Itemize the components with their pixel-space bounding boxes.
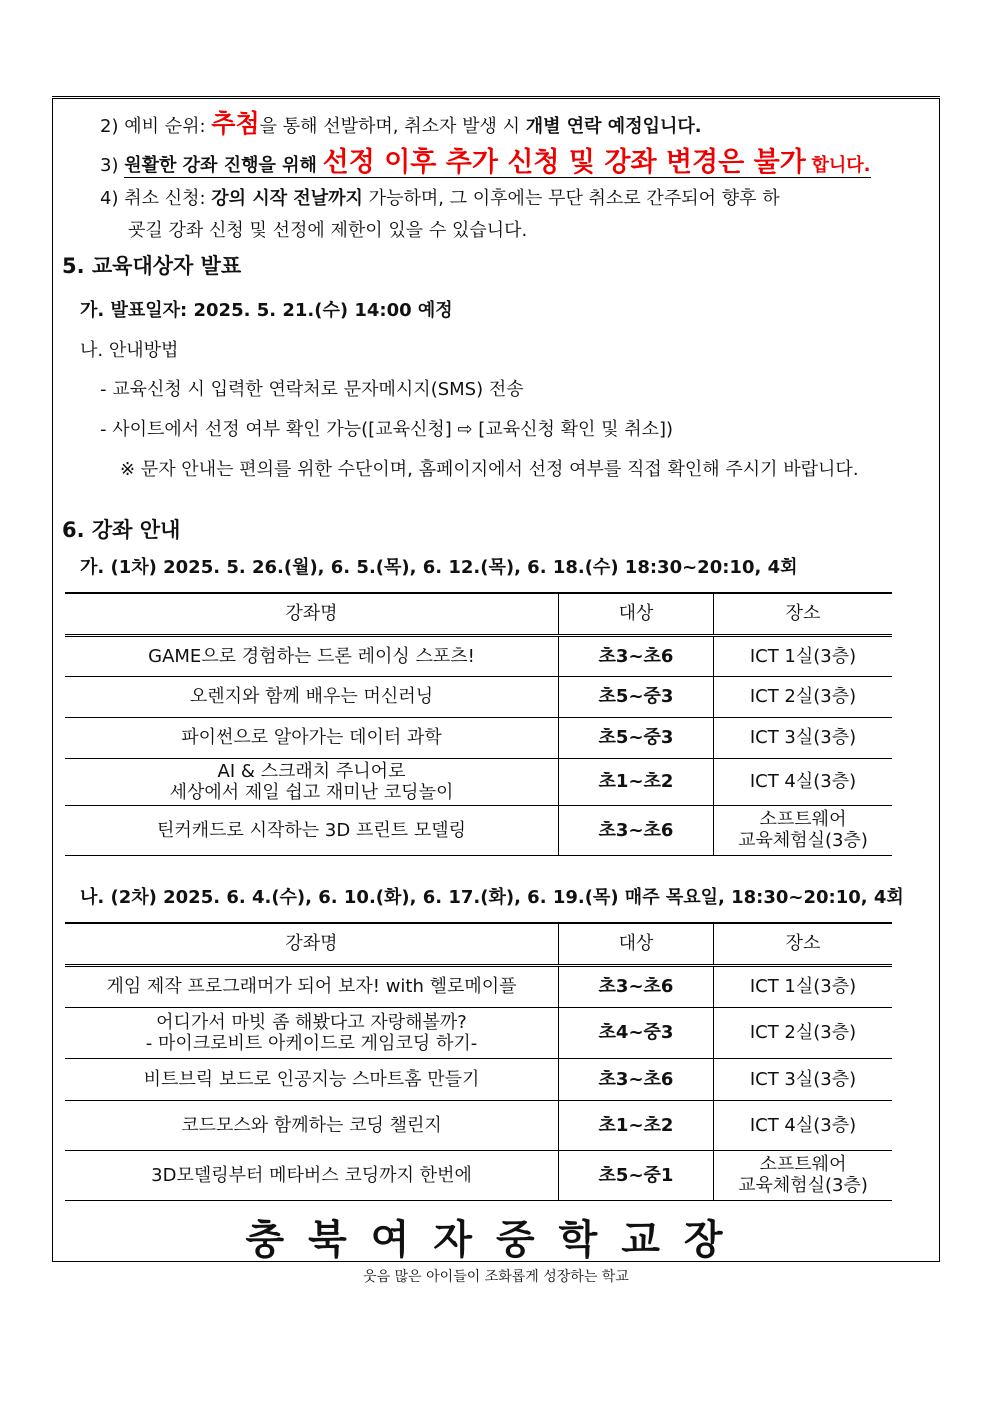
course-name-line2: - 마이크로비트 아케이드로 게임코딩 하기-	[145, 1032, 478, 1054]
school-motto: 웃음 많은 아이들이 조화롭게 성장하는 학교	[363, 1269, 629, 1285]
course-target: 초4~중3	[559, 1007, 714, 1058]
item-label: 예비 순위:	[124, 116, 206, 137]
table-row	[65, 717, 892, 758]
method-title: 나. 안내방법	[80, 340, 179, 361]
course-place: ICT 3실(3층)	[714, 717, 893, 758]
lottery-emphasis: 추첨	[211, 109, 260, 138]
table-header-row	[65, 593, 892, 635]
course-place	[714, 805, 893, 855]
table-header-row	[65, 923, 892, 965]
method-bullet-sms: - 교육신청 시 입력한 연락처로 문자메시지(SMS) 전송	[100, 379, 524, 400]
course-place: ICT 1실(3층)	[714, 965, 893, 1007]
header-course: 강좌명	[65, 923, 559, 965]
item-4-line2: 굣길 강좌 신청 및 선정에 제한이 있을 수 있습니다.	[128, 220, 528, 241]
item-2	[100, 104, 702, 140]
course-name: 비트브릭 보드로 인공지능 스마트홈 만들기	[65, 1058, 559, 1100]
announce-date: 가. 발표일자: 2025. 5. 21.(수) 14:00 예정	[80, 300, 453, 321]
course-name: 3D모델링부터 메타버스 코딩까지 한번에	[65, 1150, 559, 1200]
course-name-line1: AI & 스크래치 주니어로	[217, 760, 406, 782]
item-3-underlined	[124, 147, 871, 178]
table-row	[65, 1100, 892, 1150]
header-place: 장소	[714, 923, 893, 965]
table-row	[65, 758, 892, 805]
course-target: 초1~초2	[559, 1100, 714, 1150]
item-bold-text: 개별 연락 예정입니다.	[525, 116, 702, 137]
course-place: ICT 2실(3층)	[714, 676, 893, 717]
item-4	[100, 184, 780, 210]
course-name: 틴커캐드로 시작하는 3D 프린트 모델링	[65, 805, 559, 855]
course-name: 게임 제작 프로그래머가 되어 보자! with 헬로메이플	[65, 965, 559, 1007]
item-text: 가능하며, 그 이후에는 무단 취소로 간주되어 향후 하	[368, 188, 780, 209]
table-row	[65, 1007, 892, 1058]
item-bold-text: 원활한 강좌 진행을 위해	[124, 155, 317, 176]
course-name-line2: 세상에서 제일 쉽고 재미난 코딩놀이	[169, 781, 454, 803]
school-principal-signature: 충북여자중학교장	[245, 1217, 747, 1263]
course-place: ICT 4실(3층)	[714, 1100, 893, 1150]
course-name: 오렌지와 함께 배우는 머신러닝	[65, 676, 559, 717]
round-2-table	[65, 922, 892, 1201]
course-place: ICT 3실(3층)	[714, 1058, 893, 1100]
header-target: 대상	[559, 923, 714, 965]
item-bold-text: 강의 시작 전날까지	[211, 188, 363, 209]
method-note: ※ 문자 안내는 편의를 위한 수단이며, 홈페이지에서 선정 여부를 직접 확인해 주시기 바랍니다.	[120, 459, 859, 480]
method-bullet-site: - 사이트에서 선정 여부 확인 가능([교육신청] ⇨ [교육신청 확인 및 취소])	[100, 419, 674, 440]
item-text: 을 통해 선발하며, 취소자 발생 시	[259, 116, 520, 137]
course-place-line2: 교육체험실(3층)	[738, 1175, 868, 1196]
course-place: ICT 1실(3층)	[714, 635, 893, 676]
course-name	[65, 758, 559, 805]
section-6-title: 6. 강좌 안내	[62, 518, 181, 542]
item-number: 3)	[100, 155, 119, 176]
course-target: 초3~초6	[559, 805, 714, 855]
table-row	[65, 676, 892, 717]
table-row	[65, 1150, 892, 1200]
round-1-title: 가. (1차) 2025. 5. 26.(월), 6. 5.(목), 6. 12.(목), 6. 18.(수) 18:30~20:10, 4회	[80, 557, 798, 578]
table-row	[65, 805, 892, 855]
section-5-title: 5. 교육대상자 발표	[62, 254, 242, 278]
course-place-line1: 소프트웨어	[759, 809, 847, 830]
no-change-emphasis: 선정 이후 추가 신청 및 강좌 변경은 불가	[322, 147, 806, 178]
course-place: ICT 2실(3층)	[714, 1007, 893, 1058]
table-row	[65, 1058, 892, 1100]
course-place-line1: 소프트웨어	[759, 1154, 847, 1175]
course-name: GAME으로 경험하는 드론 레이싱 스포츠!	[65, 635, 559, 676]
course-name: 파이썬으로 알아가는 데이터 과학	[65, 717, 559, 758]
table-row	[65, 635, 892, 676]
table-row	[65, 965, 892, 1007]
course-name-line1: 어디가서 마빗 좀 해봤다고 자랑해볼까?	[156, 1011, 467, 1033]
item-red-suffix: 합니다.	[811, 155, 871, 176]
course-target: 초3~초6	[559, 965, 714, 1007]
item-3	[100, 140, 871, 179]
course-place-line2: 교육체험실(3층)	[738, 830, 868, 851]
course-target: 초5~중1	[559, 1150, 714, 1200]
course-target: 초3~초6	[559, 1058, 714, 1100]
course-target: 초3~초6	[559, 635, 714, 676]
item-number: 4)	[100, 188, 119, 209]
course-name: 코드모스와 함께하는 코딩 챌린지	[65, 1100, 559, 1150]
course-place	[714, 1150, 893, 1200]
header-course: 강좌명	[65, 593, 559, 635]
course-target: 초1~초2	[559, 758, 714, 805]
course-target: 초5~중3	[559, 717, 714, 758]
header-target: 대상	[559, 593, 714, 635]
course-target: 초5~중3	[559, 676, 714, 717]
header-place: 장소	[714, 593, 893, 635]
item-number: 2)	[100, 116, 119, 137]
item-label: 취소 신청:	[124, 188, 206, 209]
round-1-table	[65, 592, 892, 856]
round-2-title: 나. (2차) 2025. 6. 4.(수), 6. 10.(화), 6. 17.(화), 6. 19.(목) 매주 목요일, 18:30~20:10, 4회	[80, 887, 904, 908]
course-place: ICT 4실(3층)	[714, 758, 893, 805]
course-name	[65, 1007, 559, 1058]
